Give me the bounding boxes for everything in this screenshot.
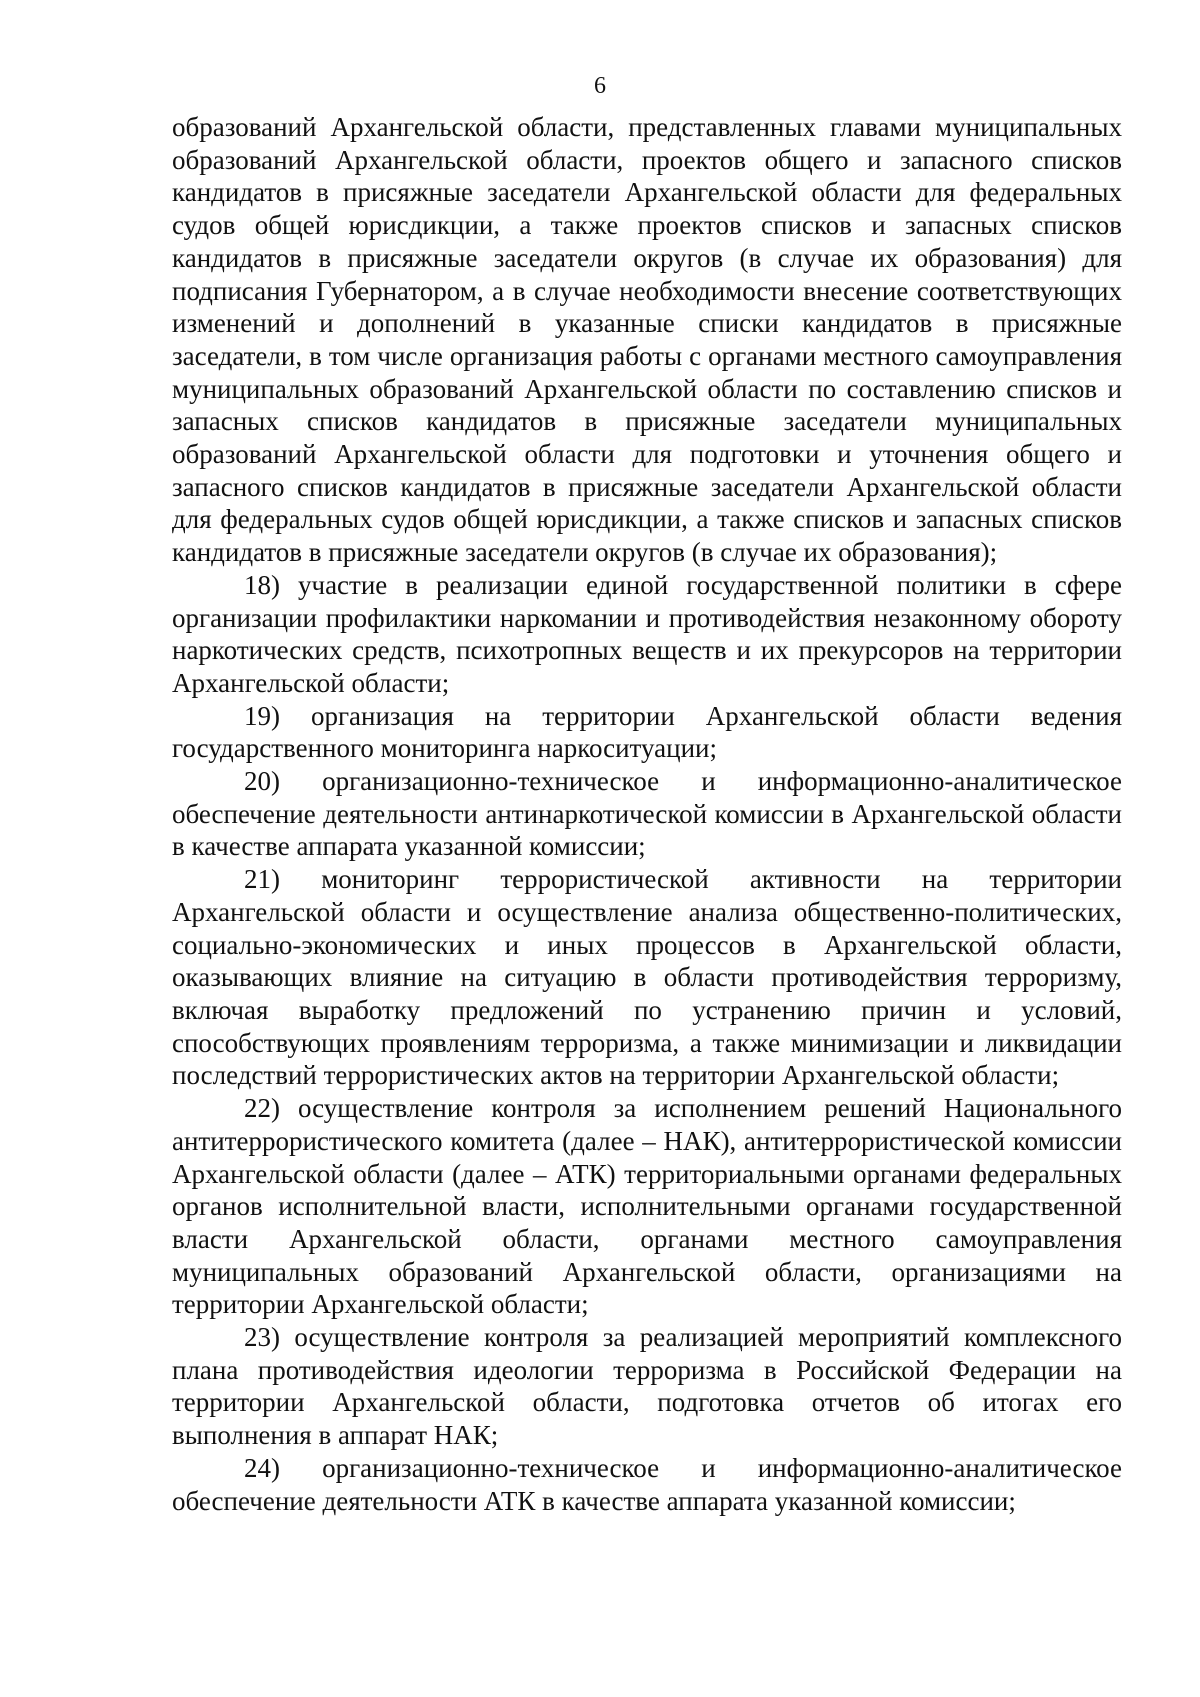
paragraph-item-21: 21) мониторинг террористической активности на территории Архангельской области и осуществление анализа общественно-политических, социально-экономических и иных процессов в Архангельской области, оказывающих влияние на ситуацию в области противодействия терроризму, включая выработку предложений по устранению причин и условий, способствующих проявлениям терроризма, а также минимизации и ликвидации последствий террористических актов на территории Архангельской области; xyxy=(172,864,1122,1091)
paragraph-item-23: 23) осуществление контроля за реализацией мероприятий комплексного плана противодействия идеологии терроризма в Российской Федерации на территории Архангельской области, подготовка отчетов об итогах его выполнения в аппарат НАК; xyxy=(172,1322,1122,1451)
paragraph-item-24: 24) организационно-техническое и информационно-аналитическое обеспечение деятельности АТК в качестве аппарата указанной комиссии; xyxy=(172,1452,1122,1516)
paragraph-item-22: 22) осуществление контроля за исполнением решений Национального антитеррористического комитета (далее – НАК), антитеррористической комиссии Архангельской области (далее – АТК) территориальными органами федеральных органов исполнительной власти, исполнительными органами государственной власти Архангельской области, органами местного самоуправления муниципальных образований Архангельской области, организациями на территории Архангельской области; xyxy=(172,1093,1122,1320)
paragraph-item-19: 19) организация на территории Архангельской области ведения государственного мониторинга наркоситуации; xyxy=(172,700,1122,764)
paragraph-continuation: образований Архангельской области, представленных главами муниципальных образований Архангельской области, проектов общего и запасного списков кандидатов в присяжные заседатели Архангельской области для федеральных судов общей юрисдикции, а также проектов списков и запасных списков кандидатов в присяжные заседатели округов (в случае их образования) для подписания Губернатором, а в случае необходимости внесение соответствующих изменений и дополнений в указанные списки кандидатов в присяжные заседатели, в том числе организация работы с органами местного самоуправления муниципальных образований Архангельской области по составлению списков и запасных списков кандидатов в присяжные заседатели муниципальных образований Архангельской области для подготовки и уточнения общего и запасного списков кандидатов в присяжные заседатели Архангельской области для федеральных судов общей юрисдикции, а также списков и запасных списков кандидатов в присяжные заседатели округов (в случае их образования); xyxy=(172,112,1122,568)
page-number: 6 xyxy=(594,73,606,99)
document-body xyxy=(172,111,1122,1517)
paragraph-item-20: 20) организационно-техническое и информационно-аналитическое обеспечение деятельности антинаркотической комиссии в Архангельской области в качестве аппарата указанной комиссии; xyxy=(172,766,1122,862)
paragraph-item-18: 18) участие в реализации единой государственной политики в сфере организации профилактики наркомании и противодействия незаконному обороту наркотических средств, психотропных веществ и их прекурсоров на территории Архангельской области; xyxy=(172,569,1122,698)
